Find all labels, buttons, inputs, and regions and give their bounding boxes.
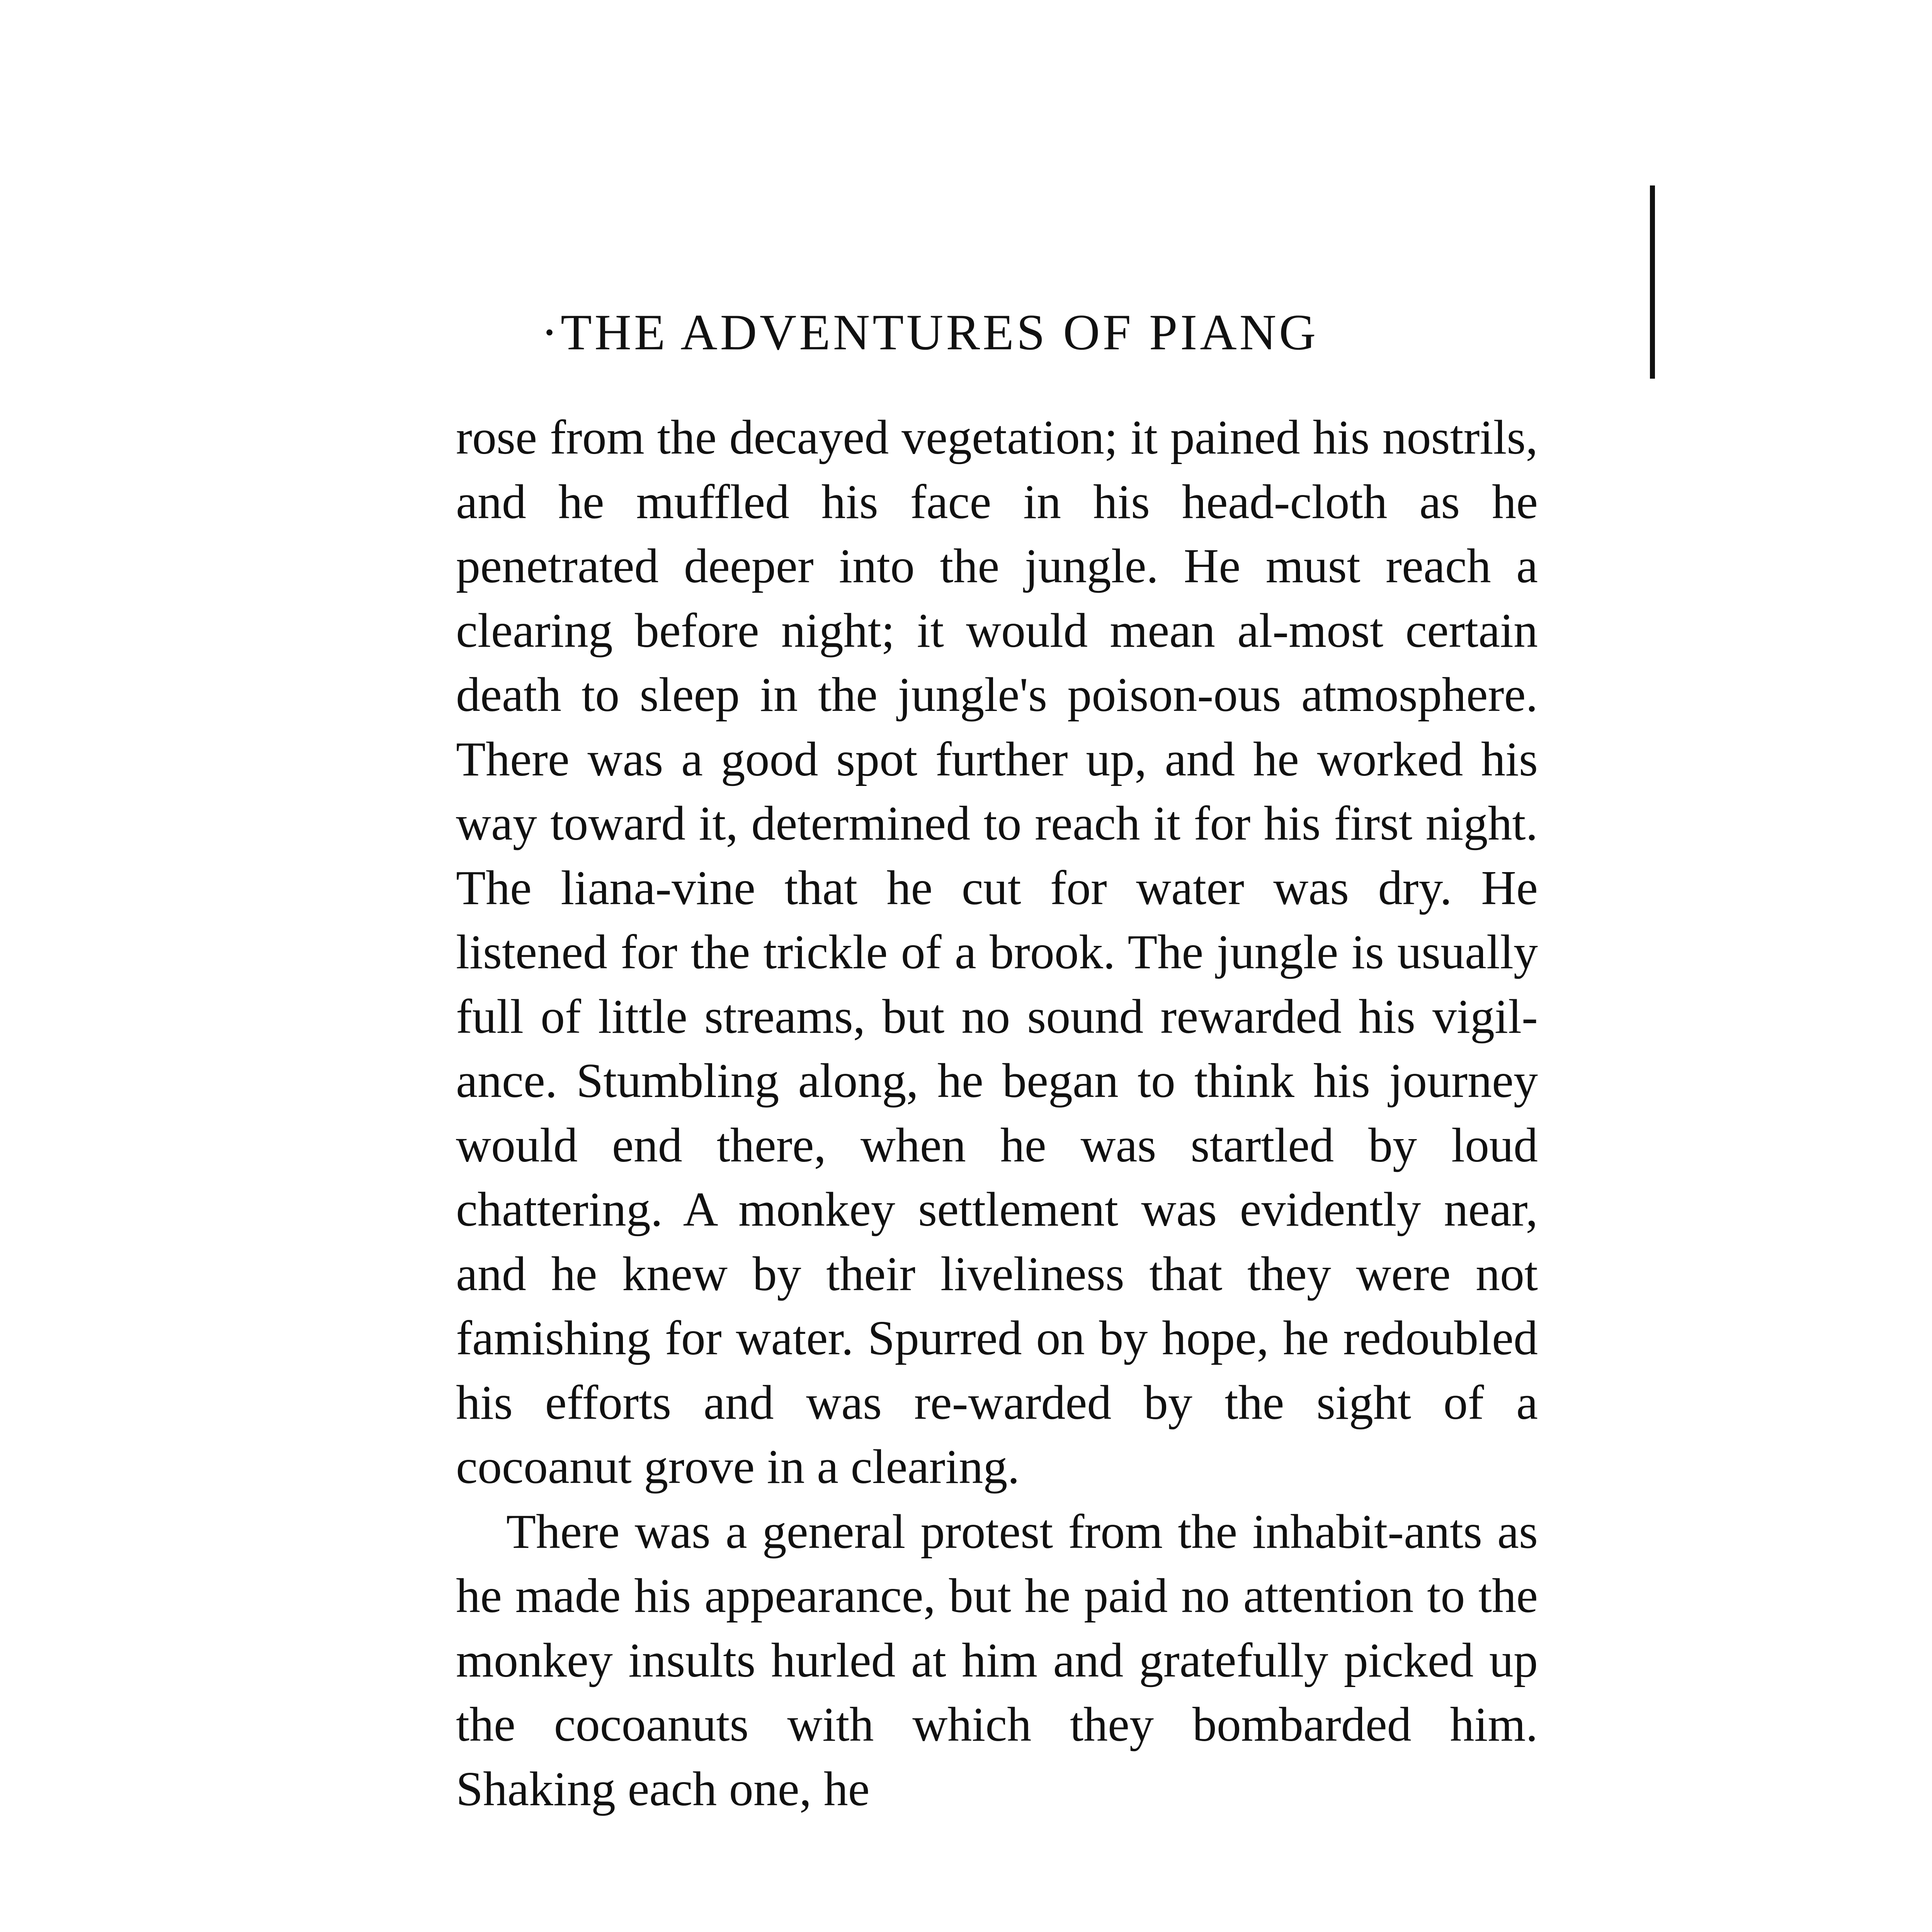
running-title: ·THE ADVENTURES OF PIANG [541,304,1319,361]
paragraph-1: rose from the decayed vegetation; it pained his nostrils, and he muffled his face in his head-cloth as he penetrated deeper into the jungle. He must reach a clearing before night; it would mean al-most certain death to sleep in the jungle's poison-ous atmosphere. There was a good spot further up, and he worked his way toward it, determined to reach it for his first night. The liana-vine that he cut for water was dry. He listened for the trickle of a brook. The jungle is usually full of little streams, but no sound rewarded his vigil-ance. Stumbling along, he began to think his journey would end there, when he was startled by loud chattering. A monkey settlement was evidently near, and he knew by their liveliness that they were not famishing for water. Spurred on by hope, he redoubled his efforts and was re-warded by the sight of a cocoanut grove in a clearing. [456,411,1538,1494]
body-text [456,406,1538,1821]
paragraph-2: There was a general protest from the inhabit-ants as he made his appearance, but he paid no attention to the monkey insults hurled at him and gratefully picked up the cocoanuts with which they bombarded him. Shaking each one, he [456,1505,1538,1816]
scan-edge-rule [1650,185,1655,379]
